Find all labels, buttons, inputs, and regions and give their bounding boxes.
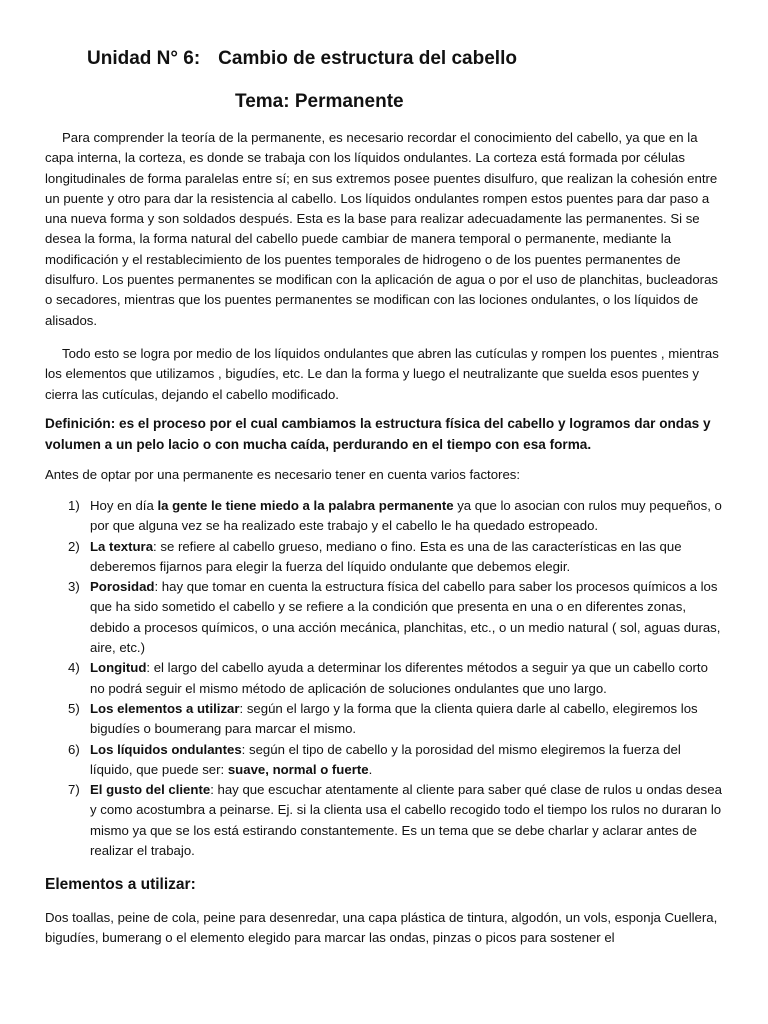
factor-bold: la gente le tiene miedo a la palabra permanente [157, 498, 454, 513]
unit-number: Unidad N° 6: [87, 48, 201, 69]
factors-list [45, 496, 725, 861]
factors-intro: Antes de optar por una permanente es necesario tener en cuenta varios factores: [45, 467, 521, 482]
factor-text: ya que lo asocian con rulos muy pequeños, o por que alguna vez se ha realizado este trabajo y el cabello le ha quedado estropeado. [90, 498, 722, 534]
factor-number: 1) [68, 498, 80, 513]
intro-paragraph-2: Todo esto se logra por medio de los líquidos ondulantes que abren las cutículas y rompen los puentes , mientras los elementos que utilizamos , bigudíes, etc. Le dan la forma y luego el neutralizante que suelda esos puentes y cierra las cutículas, dejando el cabello modificado. [45, 346, 719, 402]
definition-paragraph: Definición: es el proceso por el cual cambiamos la estructura física del cabello y logramos dar ondas y volumen a un pelo lacio o con mucha caída, perdurando en el tiempo con esa forma. [45, 416, 711, 452]
factor-text: : según el tipo de cabello y la porosidad del mismo elegiremos la fuerza del líquido, que puede ser: [90, 741, 681, 777]
factor-item [45, 780, 725, 861]
factor-number: 4) [68, 660, 80, 676]
factor-pre: Hoy en día [90, 498, 158, 513]
factor-bold: Porosidad [90, 579, 155, 595]
factor-text: : hay que tomar en cuenta la estructura física del cabello para saber los procesos químicos a los que ha sido sometido el cabello y se refiere a la condición que presenta en una o en diferentes zonas, debido a procesos químicos, o una acción mecánica, planchitas, etc., o un medio natural ( sol, aguas duras, aire, etc.) [90, 579, 721, 656]
unit-title [87, 48, 517, 70]
factor-number: 7) [68, 782, 80, 798]
factor-item [45, 537, 725, 578]
factor-item [45, 496, 725, 537]
unit-name: Cambio de estructura del cabello [218, 48, 517, 69]
factor-item [45, 658, 725, 699]
intro-paragraph-1: Para comprender la teoría de la permanente, es necesario recordar el conocimiento del cabello, ya que en la capa interna, la corteza, es donde se trabaja con los líquidos ondulantes. La corteza está formada por células longitudinales de forma paralelas entre sí; en sus extremos posee puentes disulfuro, que realizan la cohesión entre un puente y otro para dar la resistencia al cabello. Los líquidos ondulantes rompen estos puentes para dar paso a una nueva forma y son soldados después. Esta es la base para realizar adecuadamente las permanentes. Si se desea la forma, la forma natural del cabello puede cambiar de manera temporal o permanente, mediante la modificación y el restablecimiento de los puentes temporales de hidrogeno o de los puentes permanentes de disulfuro. Los puentes permanentes se modifican con la aplicación de agua o por el uso de planchitas, bucleadoras o secadores, mientras que los puentes permanentes se modifican con las lociones ondulantes, o los líquidos de alisados. [45, 130, 718, 328]
factor-number: 2) [68, 538, 80, 554]
factor-bold: Longitud [90, 660, 147, 676]
factor-text: : según el largo y la forma que la clienta quiera darle al cabello, elegiremos los bigudíes o boumerang para marcar el mismo. [90, 700, 698, 737]
factor-bold: El gusto del cliente [90, 782, 211, 798]
factor-bold: Los líquidos ondulantes [90, 741, 242, 757]
factor-bold: Los elementos a utilizar [90, 700, 240, 716]
factor-item [45, 577, 725, 658]
factor-text: : se refiere al cabello grueso, mediano o fino. Esta es una de las características en las que deberemos fijarnos para elegir la fuerza del líquido ondulante que debemos elegir. [90, 538, 682, 574]
factor-number: 6) [68, 741, 80, 757]
factor-number: 3) [68, 579, 80, 595]
factor-bold: La textura [90, 538, 154, 554]
factor-item [45, 740, 725, 781]
factor-text: : el largo del cabello ayuda a determinar los diferentes métodos a seguir ya que un cabello corto no podrá seguir el mismo método de aplicación de soluciones ondulantes que uno largo. [90, 660, 708, 696]
factor-text: : hay que escuchar atentamente al cliente para saber qué clase de rulos u ondas desea y como acostumbra a peinarse. Ej. si la clienta usa el cabello recogido todo el tiempo los rulos no duraran lo mismo ya que se los está estirando constantemente. Es un tema que se debe charlar y aclarar antes de realizar el trabajo. [90, 782, 722, 859]
factor-item [45, 699, 725, 740]
factor-tail: . [368, 761, 373, 777]
elements-paragraph: Dos toallas, peine de cola, peine para desenredar, una capa plástica de tintura, algodón, un vols, esponja Cuellera, bigudíes, bumerang o el elemento elegido para marcar las ondas, pinzas o picos para sostener el [45, 910, 718, 946]
elements-heading: Elementos a utilizar: [45, 876, 196, 893]
factor-bold-options: suave, normal o fuerte [227, 761, 369, 777]
factor-number: 5) [68, 700, 80, 716]
topic-title: Tema: Permanente [235, 91, 404, 112]
